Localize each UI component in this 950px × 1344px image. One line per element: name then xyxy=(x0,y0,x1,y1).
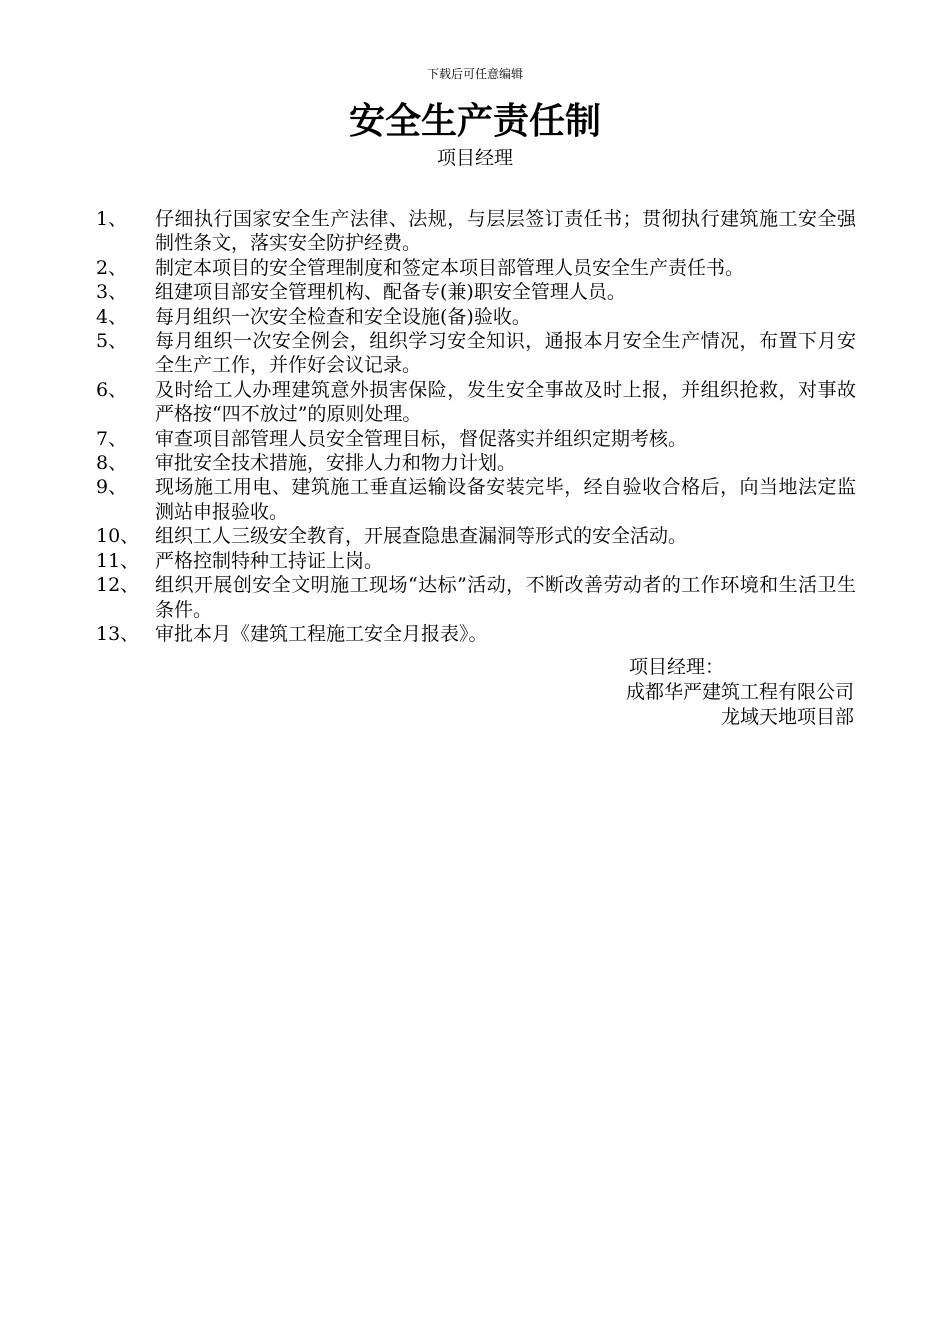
duty-number: 7、 xyxy=(96,427,128,450)
duty-item xyxy=(96,329,856,378)
duty-item xyxy=(96,573,856,622)
duty-text: 审查项目部管理人员安全管理目标，督促落实并组织定期考核。 xyxy=(155,427,688,450)
duty-item xyxy=(96,622,856,646)
duty-text: 现场施工用电、建筑施工垂直运输设备安装完毕，经自验收合格后，向当地法定监测站申报验收。 xyxy=(155,476,856,523)
duty-text: 每月组织一次安全检查和安全设施(备)验收。 xyxy=(155,305,531,328)
duty-text: 组织工人三级安全教育，开展查隐患查漏洞等形式的安全活动。 xyxy=(155,525,688,548)
duty-text: 组织开展创安全文明施工现场“达标”活动，不断改善劳动者的工作环境和生活卫生条件。 xyxy=(155,574,856,621)
duty-item xyxy=(96,475,856,524)
signature-department: 龙域天地项目部 xyxy=(720,706,854,728)
duty-number: 12、 xyxy=(96,574,140,597)
signature-manager-label: 项目经理： xyxy=(628,656,724,678)
duty-number: 5、 xyxy=(96,330,128,353)
duty-text: 组建项目部安全管理机构、配备专(兼)职安全管理人员。 xyxy=(155,281,626,304)
header-note: 下载后可任意编辑 xyxy=(426,67,523,81)
duty-text: 每月组织一次安全例会，组织学习安全知识，通报本月安全生产情况，布置下月安全生产工作，并作好会议记录。 xyxy=(155,330,856,377)
document-title: 安全生产责任制 xyxy=(348,100,601,142)
duty-item xyxy=(96,207,856,256)
duty-list xyxy=(96,207,856,646)
duty-item xyxy=(96,305,856,329)
duty-number: 13、 xyxy=(96,622,140,645)
duty-item xyxy=(96,256,856,280)
duty-number: 6、 xyxy=(96,378,128,401)
duty-number: 2、 xyxy=(96,256,128,279)
duty-number: 1、 xyxy=(96,208,128,230)
duty-number: 8、 xyxy=(96,452,128,475)
duty-text: 严格控制特种工持证上岗。 xyxy=(155,549,384,572)
duty-item xyxy=(96,451,856,475)
duty-item xyxy=(96,427,856,451)
duty-number: 4、 xyxy=(96,305,128,328)
document-subtitle: 项目经理 xyxy=(436,147,513,169)
duty-item xyxy=(96,524,856,548)
duty-text: 及时给工人办理建筑意外损害保险，发生安全事故及时上报，并组织抢救，对事故严格按“四不放过”的原则处理。 xyxy=(155,378,856,426)
duty-item xyxy=(96,280,856,304)
duty-number: 3、 xyxy=(96,281,128,304)
duty-text: 审批本月《建筑工程施工安全月报表》。 xyxy=(155,622,488,645)
duty-text: 仔细执行国家安全生产法律、法规，与层层签订责任书；贯彻执行建筑施工安全强制性条文，落实安全防护经费。 xyxy=(155,208,856,255)
duty-number: 10、 xyxy=(96,525,140,548)
duty-item xyxy=(96,378,856,427)
duty-text: 审批安全技术措施，安排人力和物力计划。 xyxy=(155,452,517,475)
signature-company: 成都华严建筑工程有限公司 xyxy=(625,681,854,703)
duty-number: 9、 xyxy=(96,476,128,499)
duty-number: 11、 xyxy=(96,549,140,572)
signature-block xyxy=(454,655,854,730)
duty-text: 制定本项目的安全管理制度和签定本项目部管理人员安全生产责任书。 xyxy=(155,256,745,279)
duty-item xyxy=(96,549,856,573)
